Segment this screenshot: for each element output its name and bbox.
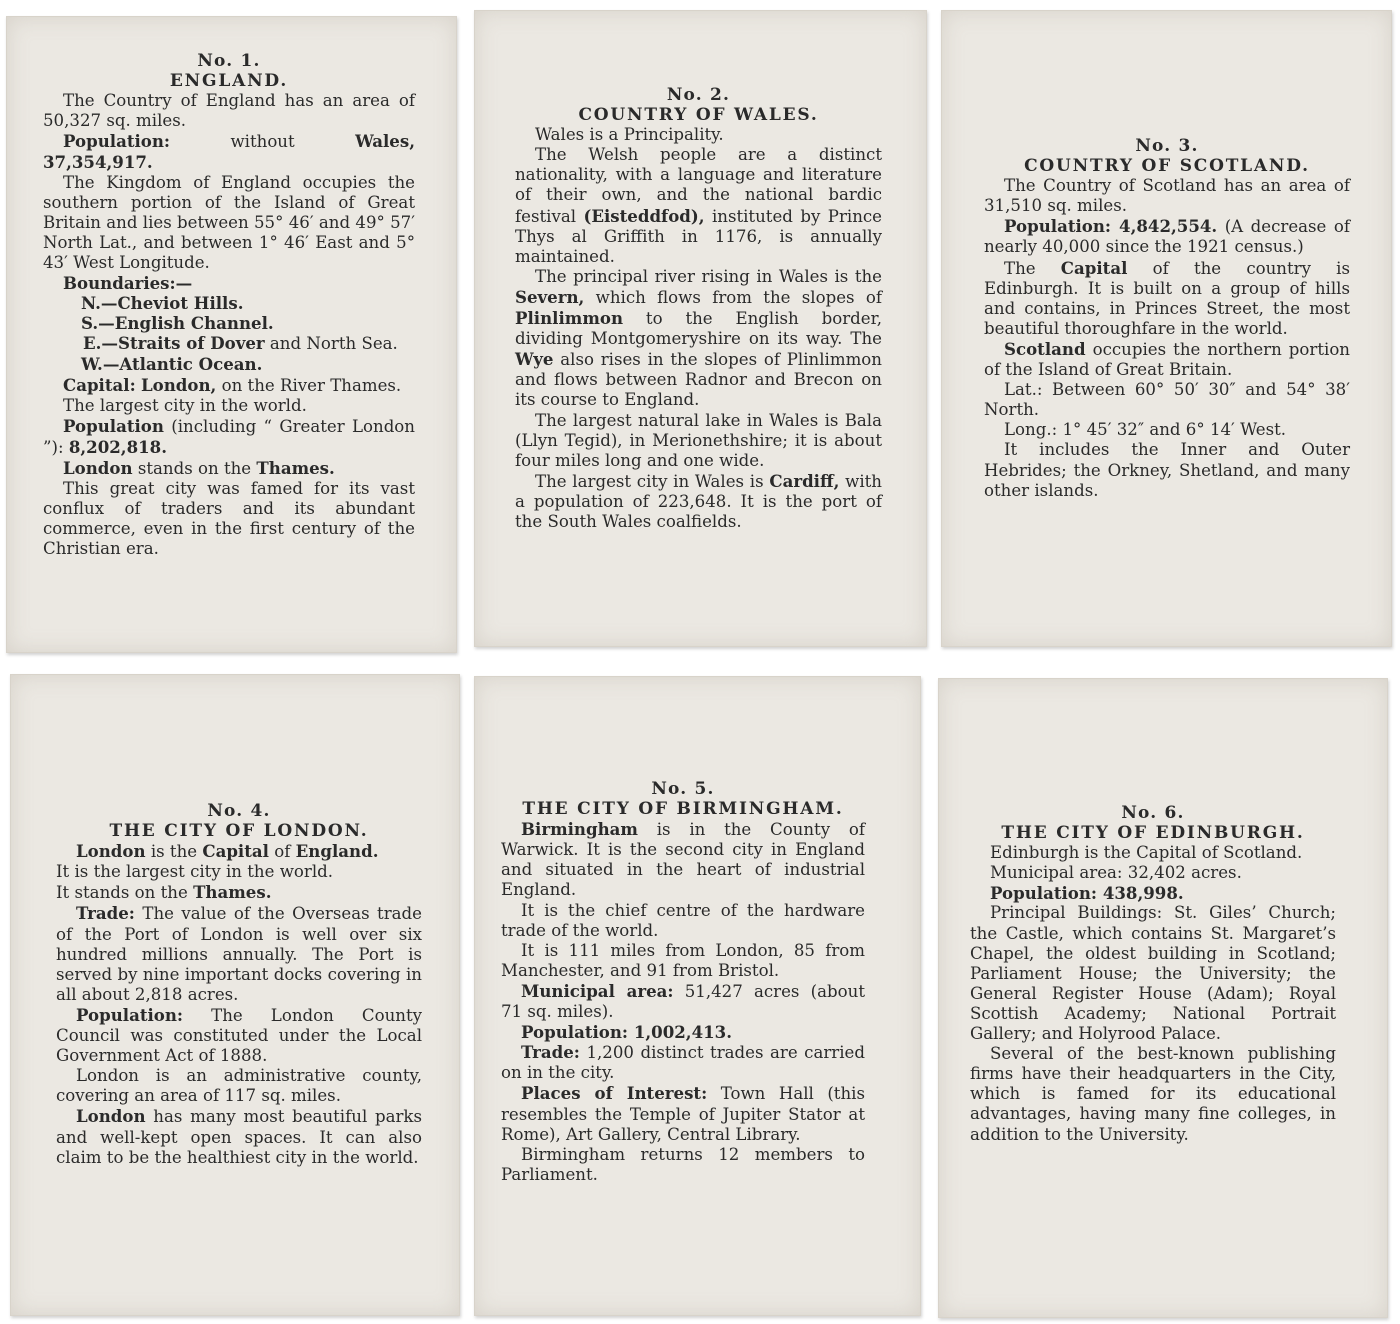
text-run: (A decrease of nearly 40,000 since the 1921 census.) <box>984 217 1350 257</box>
card-number: No. 6. <box>1121 803 1185 823</box>
text-run: of <box>268 842 296 862</box>
london-bold: London <box>63 457 133 478</box>
population-label: Population: <box>76 1004 184 1025</box>
card-number: No. 4. <box>207 801 271 821</box>
parks-text <box>56 1106 422 1167</box>
eisteddfod-bold: (Eisteddfod), <box>583 205 705 226</box>
capital-bold: Capital <box>202 841 269 862</box>
text-run: It stands on the <box>56 883 194 903</box>
history-text: This great city was famed for its vast conflux of traders and its abundant commerce, even in the first century of the Christian era. <box>43 478 415 559</box>
population-text: Population: 1,002,413. <box>521 1022 732 1043</box>
capital-text <box>56 841 422 862</box>
text-run: 51,427 acres (about 71 sq. miles). <box>501 981 865 1022</box>
card-text <box>56 801 422 1168</box>
boundary-east-rest: and North Sea. <box>264 334 398 354</box>
boundaries-label: Boundaries:— <box>63 273 193 294</box>
card-wales <box>474 10 927 647</box>
boundary-east <box>43 333 415 354</box>
places-label: Places of Interest: <box>521 1083 708 1104</box>
card-england <box>6 16 457 653</box>
lake-text: The largest natural lake in Wales is Bala (Llyn Tegid), in Merionethshire; it is about four miles long and one wide. <box>515 410 882 470</box>
card-text <box>970 803 1336 1145</box>
thames-text <box>56 882 422 903</box>
text-run: has many most beautiful parks and well-kept open spaces. It can also claim to be the healthiest city in the world. <box>56 1107 422 1167</box>
islands-text: It includes the Inner and Outer Hebrides; the Orkney, Shetland, and many other islands. <box>984 440 1350 500</box>
scotland-location <box>984 339 1350 380</box>
population-text: Population: 438,998. <box>990 883 1184 904</box>
card-number: No. 1. <box>197 51 261 71</box>
population-text <box>56 1005 422 1066</box>
boundary-south: S.—English Channel. <box>81 313 274 334</box>
boundary-west: W.—Atlantic Ocean. <box>81 354 263 375</box>
latitude-text: Lat.: Between 60° 50′ 30″ and 54° 38′ North. <box>984 380 1350 420</box>
london-bold: London <box>76 841 146 862</box>
boundary-north: N.—Cheviot Hills. <box>81 293 244 314</box>
card-text <box>43 51 415 559</box>
boundary-east-bold: E.—Straits of Dover <box>83 333 265 354</box>
text-run: also rises in the slopes of Plinlimmon and flows between Radnor and Brecon on its course to England. <box>515 350 882 410</box>
capital-value: London, <box>141 374 217 395</box>
severn-bold: Severn, <box>515 286 585 307</box>
card-edinburgh <box>938 678 1388 1318</box>
hardware-text: It is the chief centre of the hardware trade of the world. <box>501 900 865 940</box>
card-birmingham <box>474 676 921 1316</box>
london-thames-line <box>43 458 415 479</box>
card-title: THE CITY OF EDINBURGH. <box>1001 823 1305 844</box>
greater-london-population <box>43 416 415 458</box>
rivers-text <box>515 267 882 411</box>
text-run: instituted by Prince Thys al Griffith in 1176, is annually maintained. <box>515 206 882 266</box>
area-label: Municipal area: <box>521 980 674 1001</box>
card-title: ENGLAND. <box>169 71 289 92</box>
card-number: No. 3. <box>1135 136 1199 156</box>
trade-label: Trade: <box>76 903 135 924</box>
capital-bold: Capital <box>1060 257 1128 278</box>
parliament-text: Birmingham returns 12 members to Parliament. <box>501 1144 865 1184</box>
pop2-label: Population <box>63 415 164 436</box>
description-text: The Kingdom of England occupies the southern portion of the Island of Great Britain and lies between 55° 46′ and 49° 57′ North Lat., and between 1° 46′ East and 5° 43′ West Longitude. <box>43 172 415 272</box>
population-text <box>984 216 1350 257</box>
text-run: is in the County of Warwick. It is the second city in England and situated in the heart of industrial England. <box>501 820 865 900</box>
municipal-area-text <box>501 981 865 1022</box>
london-mid: stands on the <box>132 458 257 478</box>
card-title: THE CITY OF BIRMINGHAM. <box>522 799 844 820</box>
largest-city-text: It is the largest city in the world. <box>56 862 334 882</box>
trade-text <box>501 1042 865 1083</box>
population-label: Population: <box>63 131 171 152</box>
plinlimmon-bold: Plinlimmon <box>515 308 624 329</box>
area-text: The Country of Scotland has an area of 31,510 sq. miles. <box>984 176 1350 216</box>
thames-bold: Thames. <box>193 882 272 903</box>
buildings-text: Principal Buildings: St. Giles’ Church; the Castle, which contains St. Margaret’s Chapel, the oldest building in Scotland; Parliament House; the University; the General Register House (Adam); Royal Scottish Academy; National Portrait Gallery; and Holyrood Palace. <box>970 903 1336 1044</box>
text-run: The <box>1004 258 1061 278</box>
england-bold: England. <box>295 841 379 862</box>
card-number: No. 2. <box>666 85 731 105</box>
cardiff-bold: Cardiff, <box>769 470 840 491</box>
card-text <box>501 779 865 1185</box>
text-run: The value of the Overseas trade of the Port of London is well over six hundred millions annually. The Port is served by nine important docks covering in all about 2,818 acres. <box>56 904 422 1004</box>
cardiff-text <box>515 471 882 532</box>
text-run: Town Hall (this resembles the Temple of Jupiter Stator at Rome), Art Gallery, Central Library. <box>501 1084 865 1144</box>
capital-rest: on the River Thames. <box>216 375 402 395</box>
pop2-value: 8,202,818. <box>68 436 167 457</box>
capital-line <box>43 375 415 396</box>
wales-principality: Wales is a Principality. <box>535 125 724 145</box>
capital-label: Capital: <box>63 374 136 395</box>
card-text <box>984 136 1350 501</box>
population-line <box>43 131 415 152</box>
card-scotland <box>941 10 1392 647</box>
thames-bold: Thames. <box>256 457 335 478</box>
location-text <box>501 819 865 900</box>
capital-text: Edinburgh is the Capital of Scotland. <box>990 843 1303 863</box>
pop2-rest: (including “ Greater London ”): <box>43 416 415 457</box>
distances-text: It is 111 miles from London, 85 from Manchester, and 91 from Bristol. <box>501 940 865 980</box>
card-title: COUNTRY OF SCOTLAND. <box>1024 156 1310 177</box>
text-run: is the <box>145 842 203 862</box>
birmingham-bold: Birmingham <box>521 819 638 840</box>
population-mid: without <box>230 132 295 152</box>
text-run: with a population of 223,648. It is the port of the South Wales coalfields. <box>515 471 882 531</box>
population-value: 37,354,917. <box>43 152 153 173</box>
population-wales: Wales, <box>355 131 415 152</box>
text-run: The London County Council was constituted under the Local Government Act of 1888. <box>56 1005 422 1066</box>
wye-bold: Wye <box>515 349 554 370</box>
publishing-text: Several of the best-known publishing firms have their headquarters in the City, which is famed for its educational advantages, having many fine colleges, in addition to the University. <box>970 1044 1336 1144</box>
longitude-text: Long.: 1° 45′ 32″ and 6° 14′ West. <box>1004 420 1287 440</box>
card-london <box>10 674 460 1316</box>
london-bold: London <box>76 1106 146 1127</box>
capital-text <box>984 258 1350 339</box>
card-title: COUNTRY OF WALES. <box>578 105 819 126</box>
municipal-area-text: Municipal area: 32,402 acres. <box>990 863 1242 883</box>
text-run: The principal river rising in Wales is the <box>535 266 882 286</box>
card-number: No. 5. <box>651 779 715 799</box>
text-run: to the English border, dividing Montgomeryshire on its way. The <box>515 309 882 349</box>
text-run: occupies the northern portion of the Island of Great Britain. <box>984 339 1350 380</box>
trade-label: Trade: <box>521 1042 580 1063</box>
card-text <box>515 85 882 532</box>
text-run: 1,200 distinct trades are carried on in the city. <box>501 1043 865 1083</box>
population-bold: Population: 4,842,554. <box>1004 216 1218 237</box>
admin-county-text: London is an administrative county, covering an area of 117 sq. miles. <box>56 1066 422 1106</box>
scotland-bold: Scotland <box>1004 338 1086 359</box>
text-run: of the country is Edinburgh. It is built on a group of hills and contains, in Princes Street, the most beautiful thoroughfare in the world. <box>984 258 1350 338</box>
largest-city-text: The largest city in the world. <box>63 395 307 415</box>
card-title: THE CITY OF LONDON. <box>109 821 369 842</box>
trade-text <box>56 903 422 1004</box>
places-of-interest-text <box>501 1083 865 1144</box>
text-run: which flows from the slopes of <box>584 287 882 307</box>
text-run: The Welsh people are a distinct nationality, with a language and literature of their own, and the national bardic festival <box>515 145 882 226</box>
text-run: The largest city in Wales is <box>535 471 770 491</box>
area-text: The Country of England has an area of 50,327 sq. miles. <box>43 91 415 131</box>
welsh-people-text <box>515 145 882 267</box>
